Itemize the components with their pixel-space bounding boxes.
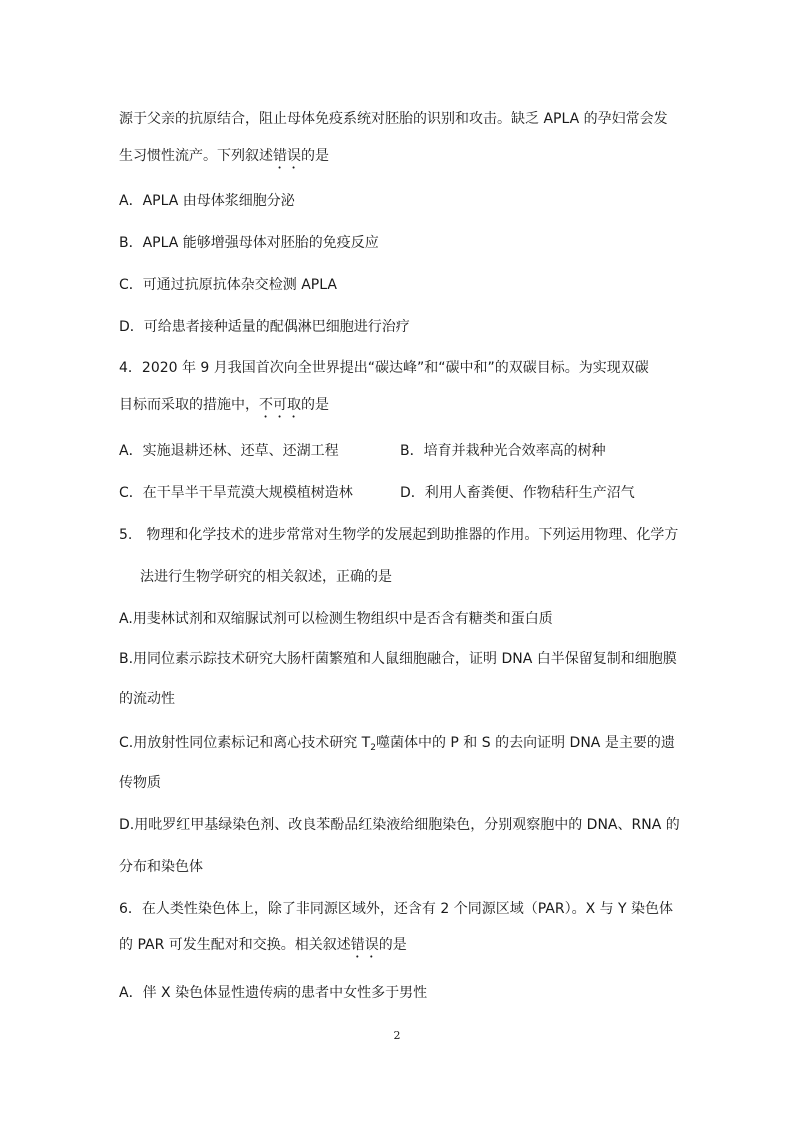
q3-option-a: A．APLA 由母体浆细胞分泌 <box>119 193 295 209</box>
q4-option-a: A．实施退耕还林、还草、还湖工程 <box>119 443 339 459</box>
q6-option-a: A．伴 X 染色体显性遗传病的患者中女性多于男性 <box>119 985 428 1001</box>
q3-option-b: B．APLA 能够增强母体对胚胎的免疫反应 <box>119 235 379 251</box>
q4-option-c: C．在干旱半干旱荒漠大规模植树造林 <box>119 485 353 501</box>
q3-option-c: C．可通过抗原抗体杂交检测 APLA <box>119 277 337 293</box>
q6-stem-line-1: 6．在人类性染色体上，除了非同源区域外，还含有 2 个同源区域（PAR）。X 与 Y 染色体 <box>119 901 674 917</box>
emphasis-text: 错误 <box>350 937 379 953</box>
q5-option-c-line-2: 传物质 <box>119 775 161 791</box>
subscript: 2 <box>370 743 376 753</box>
emphasis-text: 错误 <box>273 148 301 164</box>
q5-stem-line-1: 5. 物理和化学技术的进步常常对生物学的发展起到助推器的作用。下列运用物理、化学方 <box>119 527 679 543</box>
q4-option-b: B．培育并栽种光合效率高的树种 <box>400 443 606 459</box>
emphasis-text: 不可取 <box>259 397 301 413</box>
q3-option-d: D．可给患者接种适量的配偶淋巴细胞进行治疗 <box>119 319 410 335</box>
page-number: 2 <box>393 1029 401 1042</box>
q5-option-b-line-1: B.用同位素示踪技术研究大肠杆菌繁殖和人鼠细胞融合，证明 DNA 白半保留复制和细胞膜 <box>119 651 677 667</box>
q4-stem-line-2: 目标而采取的措施中，不可取的是 <box>119 397 329 413</box>
q5-option-a: A.用斐林试剂和双缩脲试剂可以检测生物组织中是否含有糖类和蛋白质 <box>119 611 553 627</box>
q5-option-b-line-2: 的流动性 <box>119 691 175 707</box>
q5-option-d-line-1: D.用吡罗红甲基绿染色剂、改良苯酚品红染液给细胞染色，分别观察胞中的 DNA、RNA 的 <box>119 817 680 833</box>
q4-stem-line-1: 4．2020 年 9 月我国首次向全世界提出“碳达峰”和“碳中和”的双碳目标。为实现双碳 <box>119 360 649 376</box>
q3-stem-line-1: 源于父亲的抗原结合，阻止母体免疫系统对胚胎的识别和攻击。缺乏 APLA 的孕妇常会发 <box>119 111 668 127</box>
q5-stem-line-2: 法进行生物学研究的相关叙述，正确的是 <box>140 569 392 585</box>
q6-stem-line-2: 的 PAR 可发生配对和交换。相关叙述错误的是 <box>119 937 407 953</box>
q5-option-d-line-2: 分布和染色体 <box>119 859 203 875</box>
q4-option-d: D．利用人畜粪便、作物秸秆生产沼气 <box>400 485 635 501</box>
q5-option-c-line-1: C.用放射性同位素标记和离心技术研究 $T_2$噬菌体中的 P 和 S 的去向证明 DNA 是主要的遗 <box>119 735 675 753</box>
q3-stem-line-2: 生习惯性流产。下列叙述错误的是 <box>119 148 329 164</box>
